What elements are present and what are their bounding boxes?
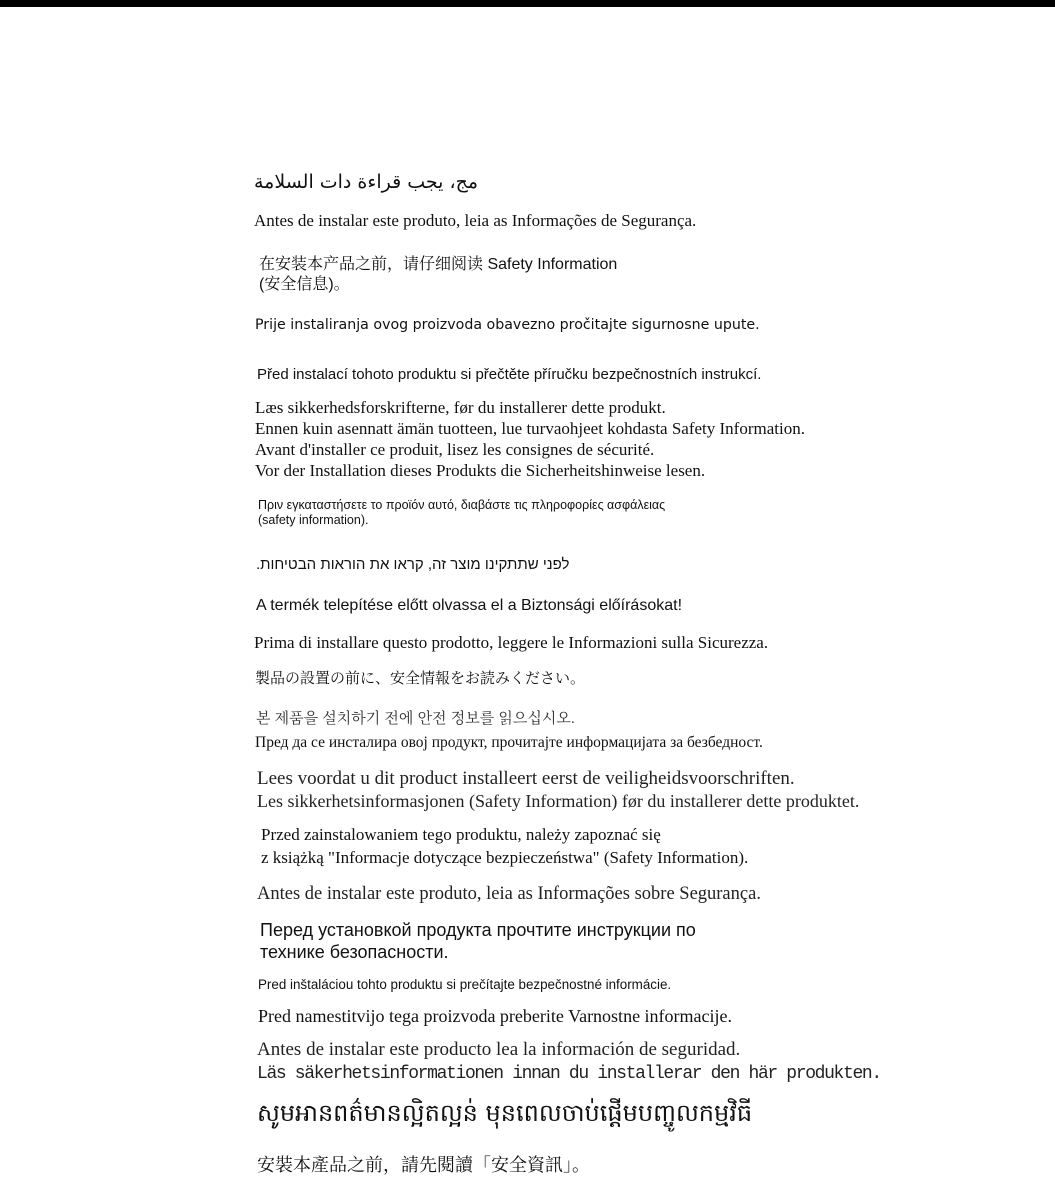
notice-hungarian: A termék telepítése előtt olvassa el a Biztonsági előírásokat!: [256, 597, 683, 614]
notice-slovak: Pred inštaláciou tohto produktu si prečítajte bezpečnostné informácie.: [258, 977, 672, 992]
notice-norwegian: Les sikkerhetsinformasjonen (Safety Information) før du installerer dette produktet.: [257, 791, 860, 811]
notice-hebrew: לפני שתתקינו מוצר זה, קראו את הוראות הבטיחות.: [256, 556, 570, 573]
notice-polish-line2: z książką "Informacje dotyczące bezpieczeństwa" (Safety Information).: [261, 848, 749, 867]
notice-french: Avant d'installer ce produit, lisez les consignes de sécurité.: [255, 440, 655, 459]
notice-russian-line1: Перед установкой продукта прочтите инструкции по: [260, 920, 696, 940]
notice-dutch: Lees voordat u dit product installeert eerst de veiligheidsvoorschriften.: [257, 768, 795, 789]
notice-russian-line2: технике безопасности.: [260, 942, 449, 962]
notice-croatian: Prije instaliranja ovog proizvoda obavezno pročitajte sigurnosne upute.: [255, 317, 760, 333]
notice-slovenian: Pred namestitvijo tega proizvoda preberite Varnostne informacije.: [258, 1006, 733, 1026]
notice-czech: Před instalací tohoto produktu si přečtěte příručku bezpečnostních instrukcí.: [257, 366, 762, 383]
notice-arabic: مج، يجب قراءة دات السلامة: [254, 171, 479, 193]
notice-finnish: Ennen kuin asennatt ämän tuotteen, lue turvaohjeet kohdasta Safety Information.: [255, 419, 805, 438]
notice-danish: Læs sikkerhedsforskrifterne, før du installerer dette produkt.: [255, 398, 666, 417]
notice-chinese-simplified-line2: (安全信息)。: [259, 276, 350, 293]
notice-khmer: សូមអានពត៌មានល្អិតល្អន់ មុនពេលចាប់ផ្ដើមបញ្ចូលកម្មវិធី: [257, 1099, 753, 1127]
notice-spanish: Antes de instalar este producto lea la información de seguridad.: [257, 1039, 741, 1060]
notice-chinese-traditional: 安裝本產品之前，請先閱讀「安全資訊」。: [257, 1155, 590, 1175]
notice-portuguese: Antes de instalar este produto, leia as Informações sobre Segurança.: [257, 884, 761, 904]
notice-japanese: 製品の設置の前に、安全情報をお読みください。: [255, 670, 586, 687]
notice-greek-line2: (safety information).: [258, 513, 369, 527]
notice-portuguese-br: Antes de instalar este produto, leia as Informações de Segurança.: [254, 211, 697, 230]
notice-swedish: Läs säkerhetsinformationen innan du installerar den här produkten.: [257, 1064, 881, 1084]
notice-polish-line1: Przed zainstalowaniem tego produktu, należy zapoznać się: [261, 825, 661, 844]
notice-korean: 본 제품을 설치하기 전에 안전 정보를 읽으십시오.: [256, 710, 575, 727]
notice-greek-line1: Πριν εγκαταστήσετε το προϊόν αυτό, διαβάστε τις πληροφορίες ασφάλειας: [258, 498, 666, 512]
notice-german: Vor der Installation dieses Produkts die Sicherheitshinweise lesen.: [255, 461, 706, 480]
notice-chinese-simplified-line1: 在安装本产品之前，请仔细阅读 Safety Information: [259, 256, 618, 273]
notice-italian: Prima di installare questo prodotto, leggere le Informazioni sulla Sicurezza.: [254, 633, 769, 652]
notice-macedonian: Пред да се инсталира овој продукт, прочитајте информацијата за безбедност.: [255, 734, 763, 751]
